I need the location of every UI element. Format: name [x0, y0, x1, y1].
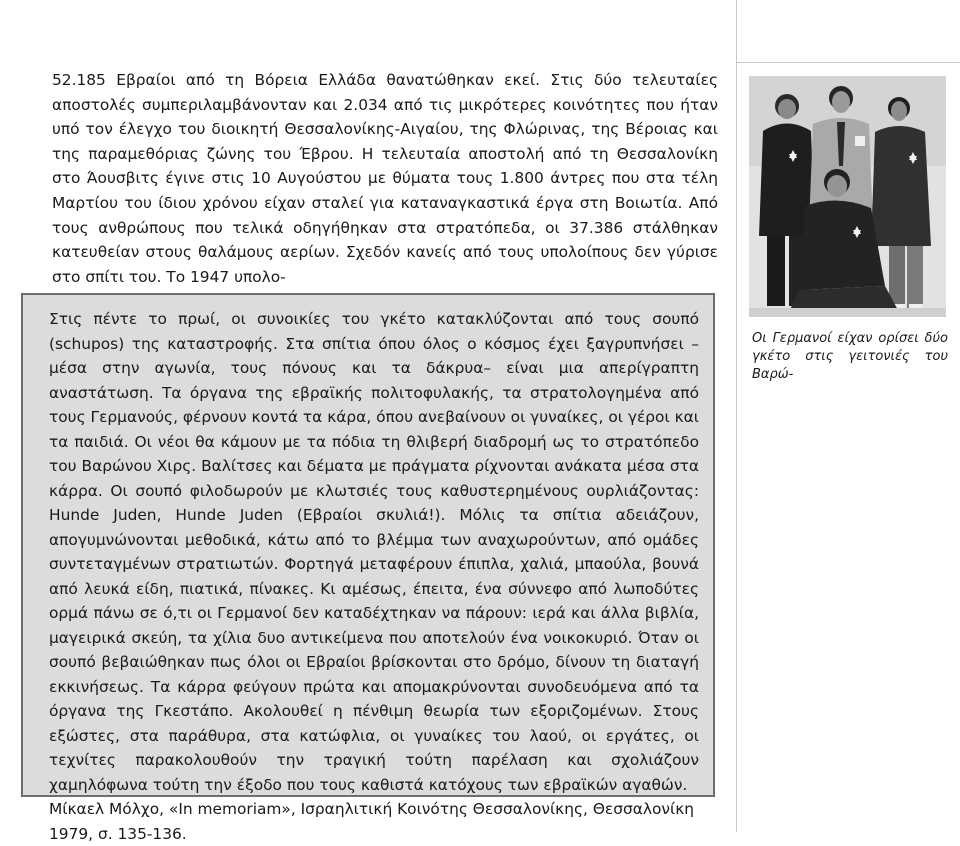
quote-box — [21, 293, 715, 843]
column-divider-horizontal — [736, 62, 960, 63]
quote-source: Μίκαελ Μόλχο, «In memoriam», Ισραηλιτική Κοινότης Θεσσαλονίκης, Θεσσαλονίκη 1979, σ. 135-136. — [49, 800, 695, 843]
main-paragraph: 52.185 Εβραίοι από τη Βόρεια Ελλάδα θανατώθηκαν εκεί. Στις δύο τελευταίες αποστολές συμπεριλαμβάνονταν και 2.034 από τις μικρότερες κοινότητες που ήταν υπό τον έλεγχο του διοικητή Θεσσαλονίκης-Αιγαίου, της Φλώρινας, της Βέροιας και της παραμεθόριας ζώνης του Έβρου. Η τελευταία αποστολή από τη Θεσσαλονίκη στο Άουσβιτς έγινε στις 10 Αυγούστου με θύματα τους 1.800 άντρες που στα τέλη Μαρτίου του ίδιου χρόνου είχαν σταλεί για καταναγκαστικά έργα στη Βοιωτία. Από τους ανθρώπους που τελικά οδηγήθηκαν στα στρατόπεδα, οι 37.386 στάλθηκαν κατευθείαν στους θαλάμους αερίων. Σχεδόν κανείς από τους υπολοίπους δεν γύρισε στο σπίτι του. Το 1947 υπολο- — [52, 71, 718, 286]
quote-text: Στις πέντε το πρωί, οι συνοικίες του γκέτο κατακλύζονται από τους σουπό (schupos) της καταστροφής. Στα σπίτια όπου όλος ο κόσμος έχει ξαγρυπνήσει –μέσα στην αγωνία, τους πόνους και τα δάκρυα– είναι μια απερίγραπτη αναστάτωση. Τα όργανα της εβραϊκής πολιτοφυλακής, τα στρατολογημένα από τους Γερμανούς, φέρνουν κοντά τα κάρα, όπου ανεβαίνουν οι γυναίκες, οι γέροι και τα παιδιά. Οι νέοι θα κάμουν με τα πόδια τη θλιβερή διαδρομή ως το στρατόπεδο του Βαρώνου Χιρς. Βαλίτσες και δέματα με πράγματα ρίχνονται ανάκατα μέσα στα κάρρα. Οι σουπό φιλοδωρούν με κλωτσιές τους καθυστερημένους ουρλιάζοντας: Hunde Juden, Hunde Juden (Εβραίοι σκυλιά!). Μόλις τα σπίτια αδειάζουν, απογυμνώνονται μεθοδικά, κάτω από το βλέμμα των αναχωρούντων, από ομάδες συντεταγμένων στρατιωτών. Φορτηγά μεταφέρουν έπιπλα, χαλιά, μπαούλα, βουνά από λευκά είδη, πιατικά, πίνακες. Κι αμέσως, έπειτα, ένα σύννεφο από λωποδύτες ορμά πάνω σε ό,τι οι Γερμανοί δεν καταδέχτηκαν να πάρουν: ιερά και άλλα βιβλία, μαγειρικά σκεύη, τα χίλια δυο αντικείμενα που αποτελούν ένα νοικοκυριό. Όταν οι σουπό βεβαιώθηκαν πως όλοι οι Εβραίοι βρίσκονται στο δρόμο, δίνουν τη διαταγή εκκινήσεως. Τα κάρρα φεύγουν πρώτα και απομακρύνονται συνοδευόμενα από τα όργανα της Γκεστάπο. Ακολουθεί η πένθιμη θεωρία των εξοριζομένων. Στους εξώστες, στα παράθυρα, στα κατώφλια, οι γυναίκες του λαού, οι εργάτες, οι τεχνίτες παρακολουθούν την τραγική τούτη παρέλαση και σχολιάζουν χαμηλόφωνα τούτη την έξοδο που τους καθιστά κατόχους των εβραϊκών αγαθών. — [49, 310, 699, 794]
historical-group-photo-icon — [749, 76, 946, 317]
column-divider-vertical — [736, 0, 737, 832]
photo-caption: Οι Γερμανοί είχαν ορίσει δύο γκέτο στις γειτονιές του Βαρώ- — [752, 331, 948, 382]
